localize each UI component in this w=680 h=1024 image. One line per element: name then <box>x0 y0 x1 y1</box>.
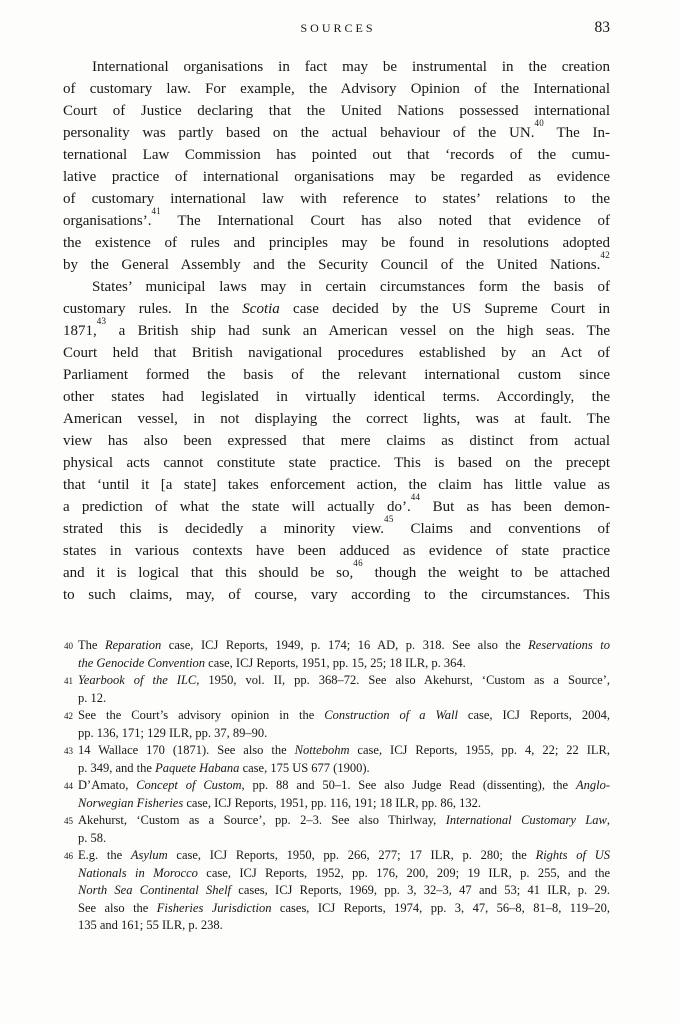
footnote-ref: 44 <box>410 492 421 502</box>
italic-text: Rights of US <box>535 848 610 862</box>
text-run: case, ICJ Reports, 1951, pp. 15, 25; 18 ILR, p. 364. <box>205 655 466 670</box>
text-line <box>63 206 610 232</box>
text-run: The International Court has also noted that evidence of <box>161 213 610 229</box>
footnote-line <box>78 847 610 865</box>
footnote <box>63 637 610 672</box>
text-run: , pp. 88 and 50–1. See also Judge Read (dissenting), the <box>241 778 576 792</box>
italic-text: Nationals in Morocco <box>78 865 198 880</box>
text-run: personality was partly based on the actual behaviour of the UN. <box>63 125 535 141</box>
italic-text: Reparation <box>104 638 162 652</box>
footnotes-section <box>63 637 610 935</box>
text-run: ternational Law Commission has pointed out that ‘records of the cumu- <box>63 147 610 163</box>
text-line <box>63 316 610 342</box>
footnote-line <box>78 812 610 830</box>
footnote-line <box>78 830 610 848</box>
text-line <box>63 558 611 584</box>
footnote <box>63 672 610 707</box>
italic-text: Nottebohm <box>294 743 350 757</box>
text-run: International organisations in fact may be instrumental in the creation <box>92 59 610 75</box>
text-run: American vessel, in not displaying the correct lights, was at fault. The <box>63 411 610 427</box>
text-line <box>63 342 610 364</box>
footnote <box>63 707 610 742</box>
text-run: case, ICJ Reports, 1951, pp. 116, 191; 18 ILR, pp. 86, 132. <box>183 795 481 810</box>
text-line <box>63 492 610 518</box>
footnote-ref: 46 <box>353 558 363 568</box>
text-line <box>63 232 610 254</box>
text-run: case, 175 US 677 (1900). <box>239 760 370 775</box>
footnote-number: 41 <box>64 676 73 686</box>
footnote-line <box>78 882 610 900</box>
text-run: states in various contexts have been adduced as evidence of state practice <box>63 543 610 559</box>
footnote-line <box>78 795 610 813</box>
text-line <box>63 514 610 540</box>
text-line <box>63 364 610 386</box>
italic-text: Yearbook of the ILC <box>78 673 197 687</box>
text-run: customary rules. In the <box>63 301 243 317</box>
footnote <box>63 742 610 777</box>
text-run: view has also been expressed that mere claims as distinct from actual <box>63 433 610 449</box>
italic-text: the Genocide Convention <box>78 655 206 670</box>
running-head-title: SOURCES <box>300 21 376 35</box>
text-run: though the weight to be attached <box>362 565 611 581</box>
footnote-line <box>78 742 610 760</box>
text-run: D’Amato, <box>78 778 137 792</box>
text-line <box>63 144 610 166</box>
text-run: Akehurst, ‘Custom as a Source’, pp. 2–3. See also Thirlway, <box>78 813 446 827</box>
text-run: , <box>606 813 611 827</box>
text-line <box>63 56 610 78</box>
text-line <box>63 540 610 562</box>
text-run: of customary international law with reference to states’ relations to the <box>63 191 610 207</box>
text-run: , 1950, vol. II, pp. 368–72. See also Akehurst, ‘Custom as a Source’, <box>196 673 610 687</box>
text-line <box>63 166 610 188</box>
text-run: Court of Justice declaring that the United Nations possessed international <box>63 103 610 119</box>
text-run: physical acts cannot constitute state practice. This is based on the precept <box>63 455 610 471</box>
text-line <box>63 276 610 298</box>
text-run: case decided by the US Supreme Court in <box>279 301 611 317</box>
page-header <box>63 21 610 41</box>
text-run: case, ICJ Reports, 1955, pp. 4, 22; 22 ILR, <box>349 743 610 757</box>
text-run: pp. 136, 171; 129 ILR, pp. 37, 89–90. <box>78 725 268 740</box>
text-line <box>63 386 610 408</box>
text-run: 1871, <box>63 323 97 339</box>
footnote-line <box>78 637 610 655</box>
italic-text: Scotia <box>242 301 280 317</box>
footnote <box>63 777 610 812</box>
text-line <box>63 188 610 210</box>
footnote-ref: 40 <box>534 118 545 128</box>
footnote-number: 43 <box>64 746 73 756</box>
footnote-ref: 45 <box>384 514 394 524</box>
footnote-number: 46 <box>64 851 73 861</box>
footnote-number: 40 <box>64 641 73 651</box>
text-line <box>63 118 610 144</box>
body-text <box>63 56 610 606</box>
text-line <box>63 78 610 100</box>
footnote-number: 44 <box>64 781 73 791</box>
text-run: Parliament formed the basis of the relevant international custom since <box>63 367 610 383</box>
italic-text: Fisheries Jurisdiction <box>156 900 272 915</box>
text-run: cases, ICJ Reports, 1969, pp. 3, 32–3, 47 and 53; 41 ILR, p. 29. <box>231 883 610 897</box>
text-run: cases, ICJ Reports, 1974, pp. 3, 47, 56–8, 81–8, 119–20, <box>271 900 610 915</box>
text-run: See also the <box>78 900 157 915</box>
text-line <box>63 430 610 452</box>
text-run: strated this is decidedly a minority view. <box>63 521 385 537</box>
text-run: p. 349, and the <box>78 760 156 775</box>
footnote-line <box>78 777 610 795</box>
text-run: a prediction of what the state will actually do’. <box>63 499 411 515</box>
italic-text: Concept of Custom <box>136 778 242 792</box>
footnote-line <box>78 900 610 918</box>
text-run: The In- <box>544 125 610 141</box>
text-run: case, ICJ Reports, 1952, pp. 176, 200, 209; 19 ILR, p. 255, and the <box>197 865 610 880</box>
italic-text: Reservations to <box>528 638 610 652</box>
italic-text: Anglo- <box>575 778 610 792</box>
footnote <box>63 847 610 935</box>
text-run: The <box>78 638 105 652</box>
text-line <box>63 584 610 606</box>
italic-text: Asylum <box>130 848 168 862</box>
text-run: p. 12. <box>78 690 107 705</box>
text-run: p. 58. <box>78 830 107 845</box>
text-run: the existence of rules and principles may be found in resolutions adopted <box>63 235 610 251</box>
text-run: organisations’. <box>63 213 152 229</box>
text-line <box>63 408 610 430</box>
body-paragraph <box>63 56 610 276</box>
italic-text: International Customary Law <box>445 813 607 827</box>
text-line <box>63 100 610 122</box>
text-line <box>63 452 610 474</box>
footnote-line <box>78 672 610 690</box>
footnote-line <box>78 690 610 708</box>
italic-text: North Sea Continental Shelf <box>78 883 232 897</box>
text-run: 14 Wallace 170 (1871). See also the <box>78 743 295 757</box>
text-run: by the General Assembly and the Security Council of the United Nations. <box>63 257 601 273</box>
body-paragraph <box>63 276 610 606</box>
text-line <box>63 250 610 276</box>
text-run: case, ICJ Reports, 1949, p. 174; 16 AD, p. 318. See also the <box>161 638 529 652</box>
footnote-line <box>78 725 610 743</box>
text-run: that ‘until it [a state] takes enforcement action, the claim has little value as <box>63 477 610 493</box>
text-run: of customary law. For example, the Advisory Opinion of the International <box>63 81 610 97</box>
footnote-line <box>78 865 610 883</box>
text-run: case, ICJ Reports, 2004, <box>457 708 610 722</box>
text-line <box>63 298 610 320</box>
text-run: E.g. the <box>78 848 131 862</box>
text-run: Claims and conventions of <box>393 521 610 537</box>
italic-text: Norwegian Fisheries <box>78 795 184 810</box>
italic-text: Construction of a Wall <box>324 708 458 722</box>
text-line <box>63 474 610 496</box>
text-run: lative practice of international organisations may be regarded as evidence <box>63 169 610 185</box>
footnote <box>63 812 610 847</box>
text-run: See the Court’s advisory opinion in the <box>78 708 325 722</box>
footnote-line <box>78 917 610 935</box>
footnote-number: 45 <box>64 816 73 826</box>
page-number: 83 <box>594 19 610 36</box>
footnote-line <box>78 760 610 778</box>
text-run: case, ICJ Reports, 1950, pp. 266, 277; 17 ILR, p. 280; the <box>167 848 536 862</box>
footnote-line <box>78 707 610 725</box>
footnote-number: 42 <box>64 711 73 721</box>
text-run: to such claims, may, of course, vary according to the circumstances. This <box>63 587 610 603</box>
text-run: a British ship had sunk an American vessel on the high seas. The <box>106 323 610 339</box>
footnote-ref: 41 <box>151 206 162 216</box>
italic-text: Paquete Habana <box>155 760 240 775</box>
text-run: Court held that British navigational procedures established by an Act of <box>63 345 610 361</box>
text-run: other states had legislated in virtually identical terms. Accordingly, the <box>63 389 610 405</box>
text-run: States’ municipal laws may in certain circumstances form the basis of <box>92 279 610 295</box>
footnote-line <box>78 655 610 673</box>
footnote-ref: 43 <box>96 316 107 326</box>
footnote-ref: 42 <box>600 250 610 260</box>
text-run: 135 and 161; 55 ILR, p. 238. <box>78 918 223 932</box>
text-run: But as has been demon- <box>420 499 610 515</box>
text-run: and it is logical that this should be so, <box>63 565 354 581</box>
